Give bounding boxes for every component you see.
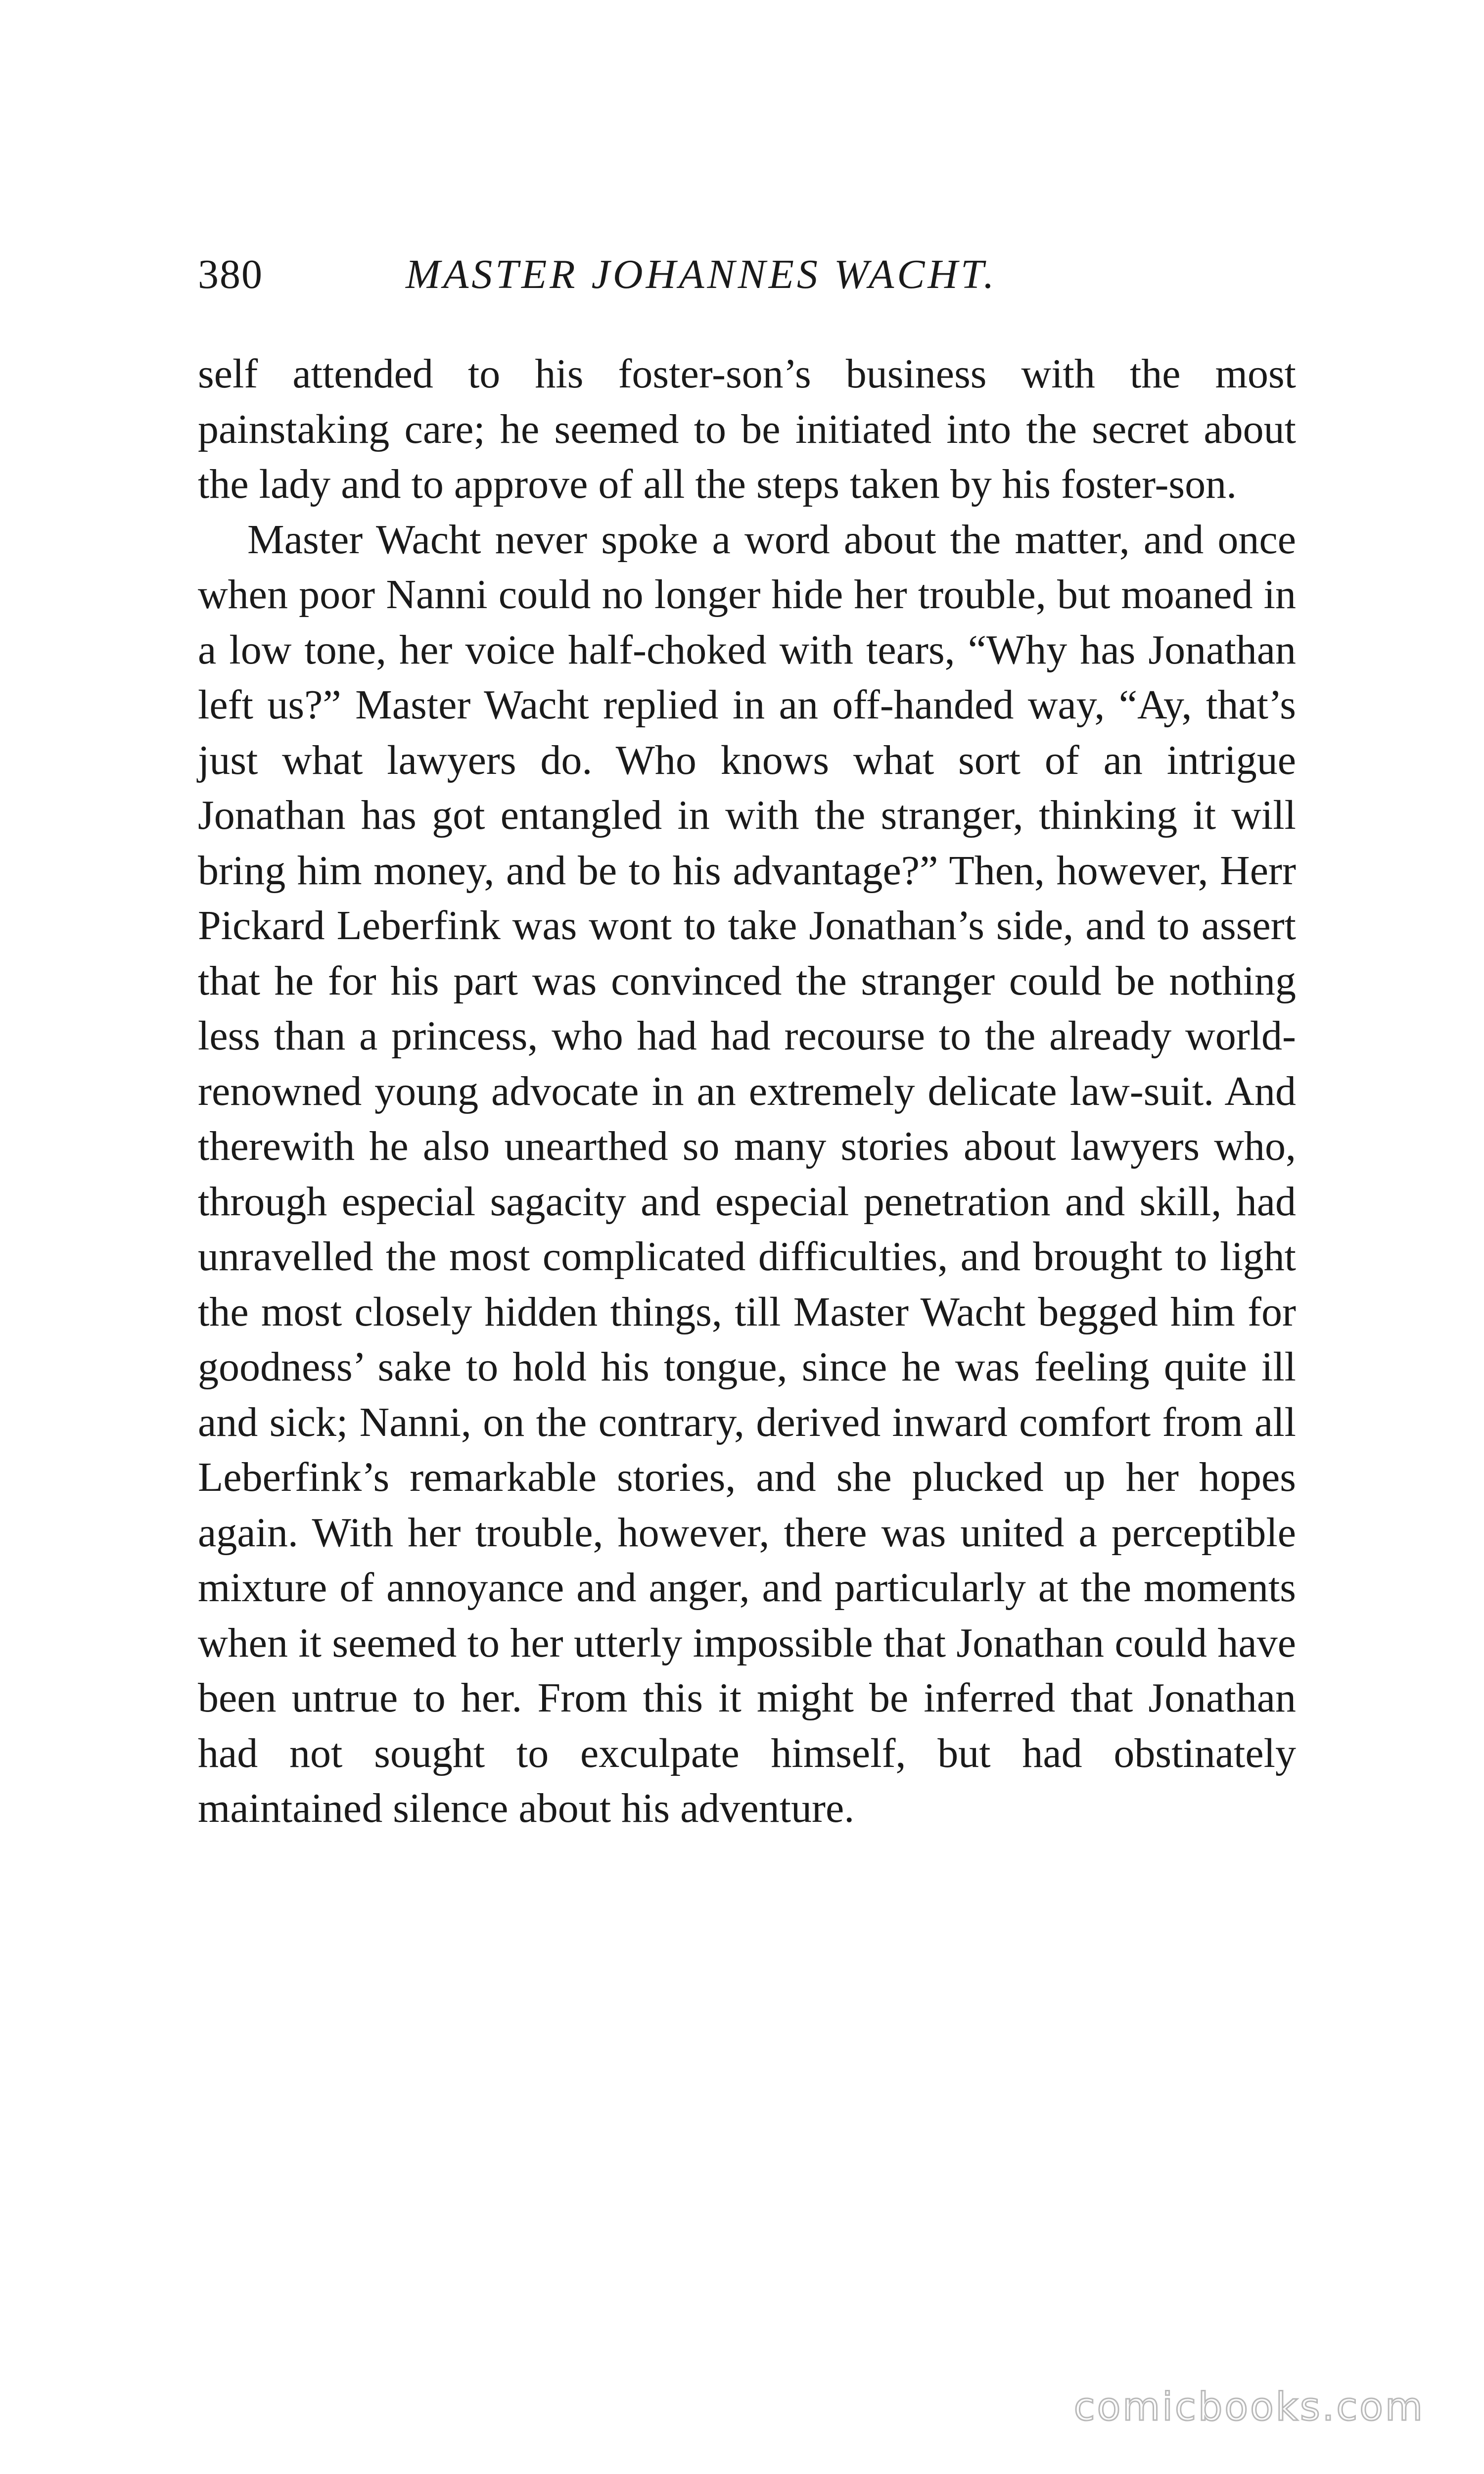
paragraph-continued: self attended to his foster-son’s business with the most painstaking care; he seemed to be initiated into the secret about the lady and to approve of all the steps taken by his foster-son. <box>198 351 1296 507</box>
page-header <box>198 247 1296 302</box>
page-number: 380 <box>198 251 263 297</box>
watermark: comicbooks.com <box>1073 2385 1425 2429</box>
running-title: MASTER JOHANNES WACHT. <box>406 251 997 297</box>
body-text <box>198 346 1296 1836</box>
paragraph: Master Wacht never spoke a word about the matter, and once when poor Nanni could no longer hide her trouble, but moaned in a low tone, her voice half-choked with tears, “Why has Jonathan left us?” Master Wacht replied in an off-handed way, “Ay, that’s just what lawyers do. Who knows what sort of an intrigue Jonathan has got entangled in with the stranger, thinking it will bring him money, and be to his advantage?” Then, however, Herr Pickard Leberfink was wont to take Jonathan’s side, and to assert that he for his part was convinced the stranger could be nothing less than a princess, who had had recourse to the already world-renowned young advocate in an extremely delicate law-suit. And therewith he also unearthed so many stories about lawyers who, through especial sagacity and especial penetration and skill, had unravelled the most complicated difficulties, and brought to light the most closely hidden things, till Master Wacht begged him for goodness’ sake to hold his tongue, since he was feeling quite ill and sick; Nanni, on the contrary, derived inward comfort from all Leberfink’s remarkable stories, and she plucked up her hopes again. With her trouble, however, there was united a perceptible mixture of annoyance and anger, and particularly at the moments when it seemed to her utterly impossible that Jonathan could have been untrue to her. From this it might be inferred that Jonathan had not sought to exculpate himself, but had obstinately maintained silence about his adventure. <box>198 516 1296 1831</box>
